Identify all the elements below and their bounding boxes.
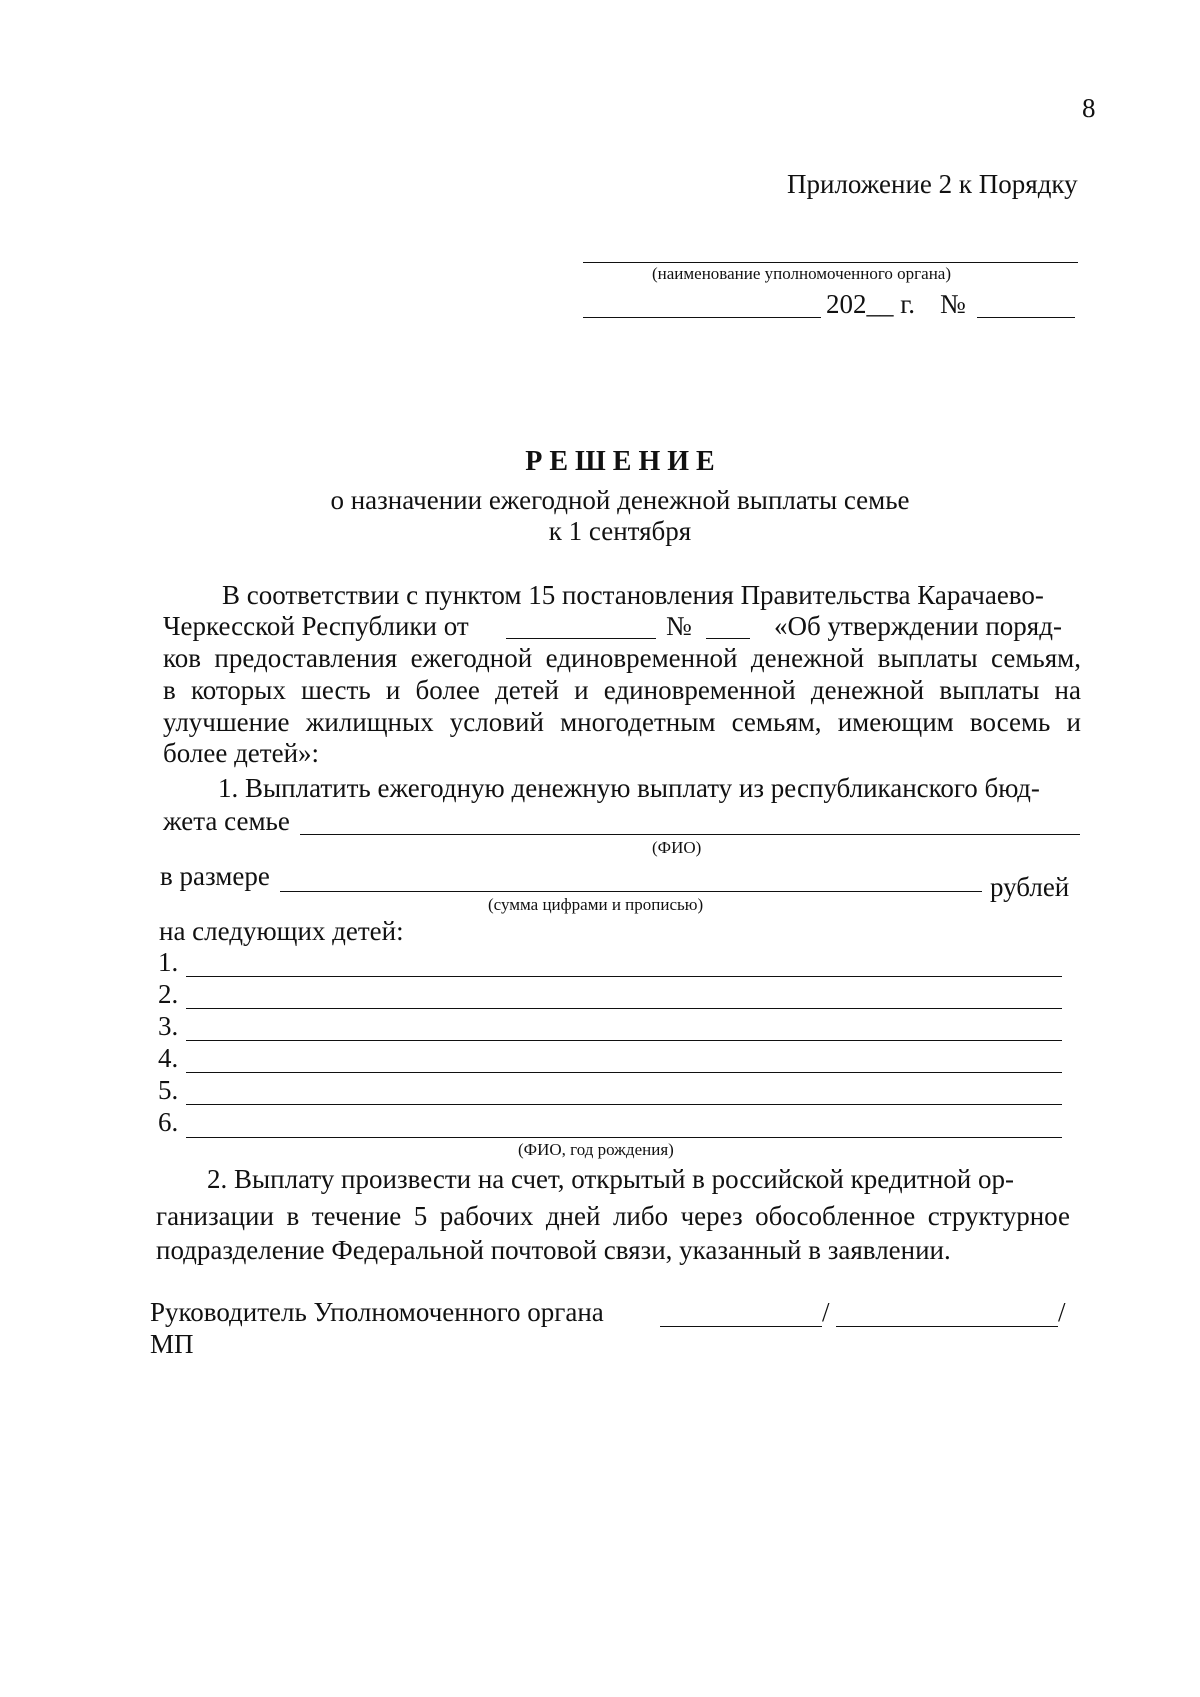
children-label: на следующих детей: xyxy=(159,916,404,946)
signature-line xyxy=(660,1326,822,1327)
child-row-line xyxy=(186,1008,1062,1009)
signature-slash: / xyxy=(822,1297,830,1327)
decision-number-line xyxy=(977,317,1075,318)
signature-name-line xyxy=(836,1326,1058,1327)
item2-line-1: 2. Выплату произвести на счет, открытый в российской кредитной ор- xyxy=(207,1164,1014,1194)
item2-line-3: подразделение Федеральной почтовой связи, указанный в заявлении. xyxy=(156,1235,951,1265)
page-number: 8 xyxy=(1082,93,1096,123)
child-row-line xyxy=(186,1104,1062,1105)
preamble-line-1: В соответствии с пунктом 15 постановления Правительства Карачаево- xyxy=(222,580,1044,610)
document-subtitle: о назначении ежегодной денежной выплаты семье xyxy=(330,485,910,515)
preamble-line-3: ков предоставления ежегодной единовременной денежной выплаты семьям, xyxy=(163,643,1081,673)
authority-name-line xyxy=(583,262,1078,263)
preamble-line-6: более детей»: xyxy=(163,738,320,768)
amount-label: в размере xyxy=(160,861,270,891)
child-row-line xyxy=(186,1072,1062,1073)
children-caption: (ФИО, год рождения) xyxy=(518,1140,674,1159)
item1-line-2: жета семье xyxy=(163,806,290,836)
item1-line-1: 1. Выплатить ежегодную денежную выплату из республиканского бюд- xyxy=(218,773,1040,803)
amount-line xyxy=(280,891,982,892)
child-row-number: 5. xyxy=(158,1075,179,1105)
resolution-number-line xyxy=(706,638,750,639)
family-fio-line xyxy=(300,834,1080,835)
stamp-label: МП xyxy=(150,1329,194,1359)
child-row-line xyxy=(186,1137,1062,1138)
authority-name-caption: (наименование уполномоченного органа) xyxy=(652,264,952,283)
preamble-line-2b: «Об утверждении поряд- xyxy=(774,611,1062,641)
date-day-line xyxy=(583,317,821,318)
item2-line-2: ганизации в течение 5 рабочих дней либо через обособленное структурное xyxy=(156,1201,1070,1231)
child-row-number: 3. xyxy=(158,1011,179,1041)
family-fio-caption: (ФИО) xyxy=(652,838,702,857)
date-year: 202__ г. xyxy=(826,289,916,319)
preamble-line-4: в которых шесть и более детей и единовременной денежной выплаты на xyxy=(163,675,1081,705)
child-row-number: 1. xyxy=(158,947,179,977)
preamble-line-2a: Черкесской Республики от xyxy=(163,611,469,641)
amount-caption: (сумма цифрами и прописью) xyxy=(488,895,704,914)
resolution-number-sign: № xyxy=(666,611,692,641)
document-title: Р Е Ш Е Н И Е xyxy=(525,446,715,477)
child-row-number: 4. xyxy=(158,1043,179,1073)
child-row-number: 2. xyxy=(158,979,179,1009)
signature-slash: / xyxy=(1058,1297,1066,1327)
document-subtitle-date: к 1 сентября xyxy=(548,516,692,546)
number-sign: № xyxy=(940,289,966,319)
signature-label: Руководитель Уполномоченного органа xyxy=(150,1297,604,1327)
child-row-number: 6. xyxy=(158,1107,179,1137)
resolution-date-line xyxy=(506,638,656,639)
child-row-line xyxy=(186,976,1062,977)
rubles-label: рублей xyxy=(990,872,1070,902)
child-row-line xyxy=(186,1040,1062,1041)
preamble-line-5: улучшение жилищных условий многодетным семьям, имеющим восемь и xyxy=(163,707,1081,737)
appendix-reference: Приложение 2 к Порядку xyxy=(787,169,1078,199)
